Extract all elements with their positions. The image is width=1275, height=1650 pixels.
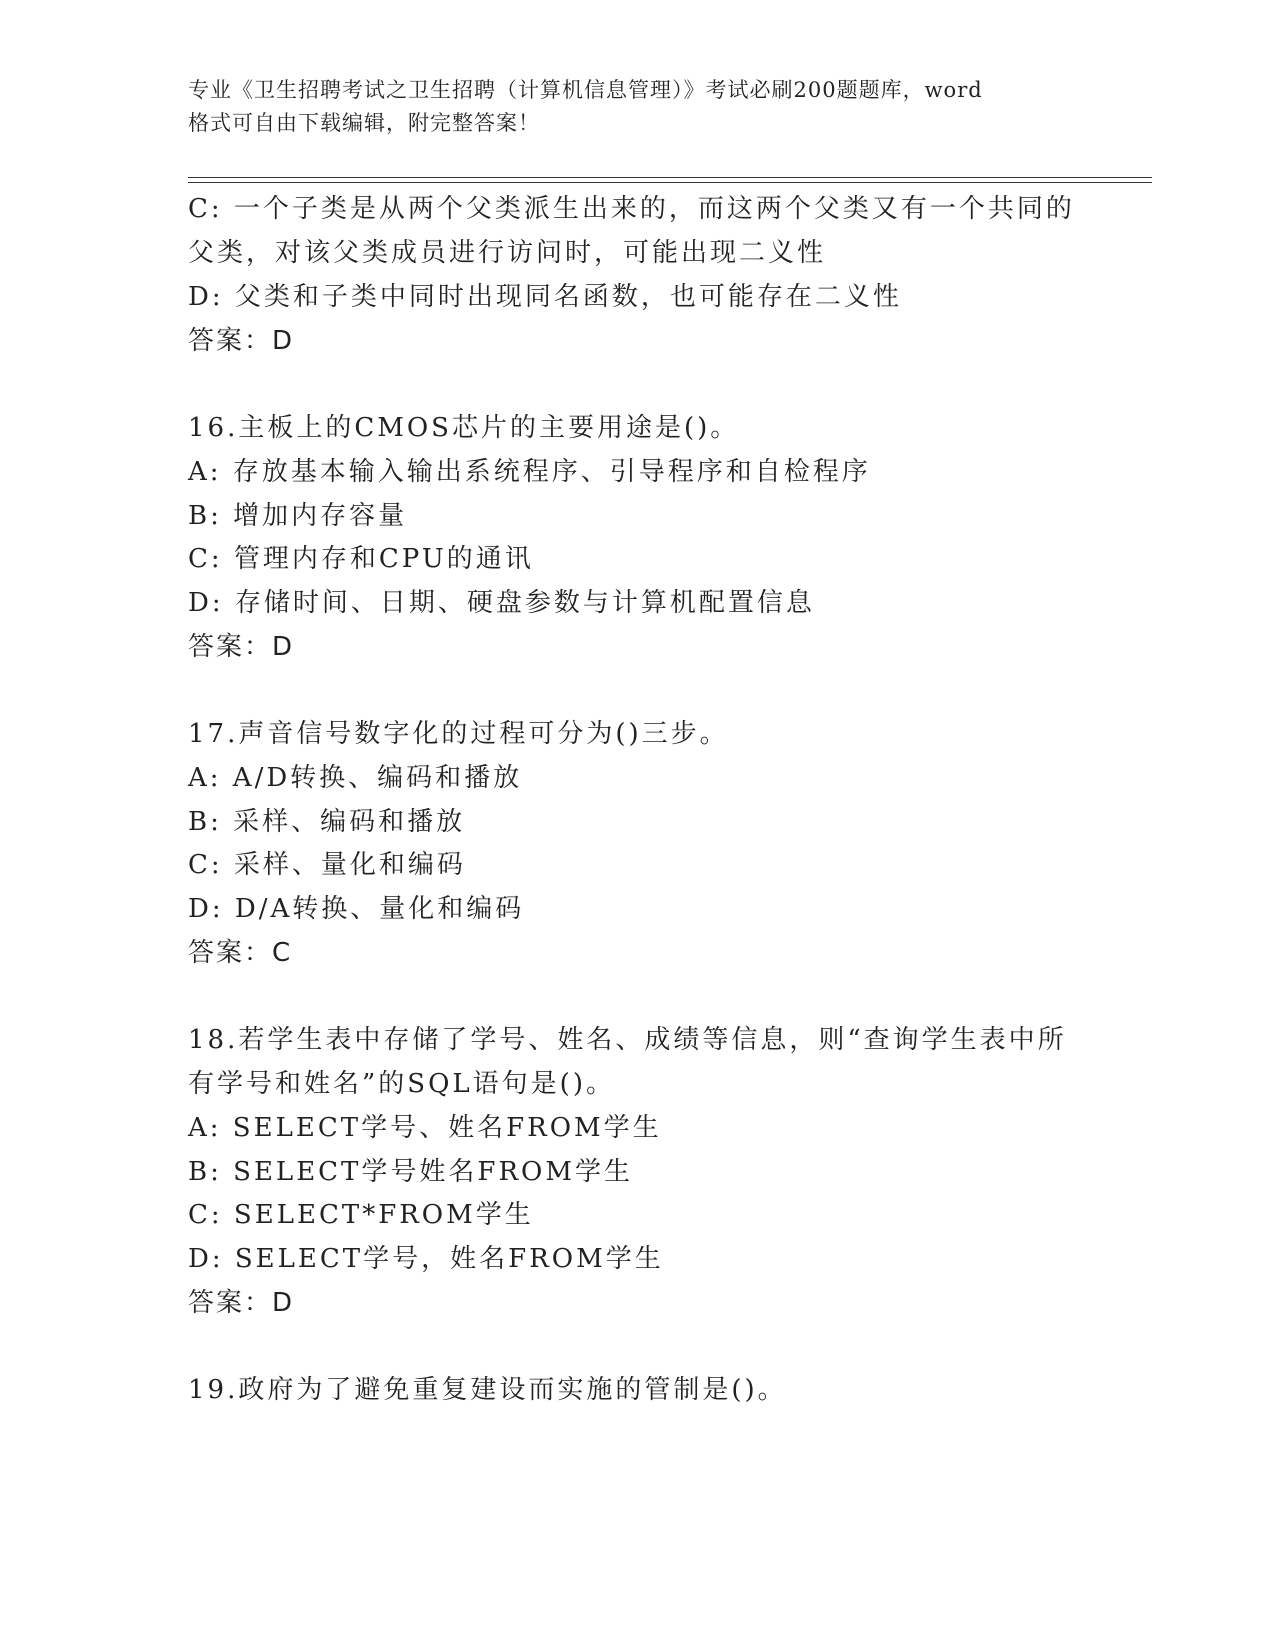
q17-option-c: C: 采样、量化和编码 [188, 850, 466, 880]
q18-option-a: A: SELECT学号、姓名FROM学生 [188, 1113, 662, 1143]
header-line-2: 格式可自由下载编辑，附完整答案！ [188, 111, 540, 135]
header-line-1: 专业《卫生招聘考试之卫生招聘（计算机信息管理）》考试必刷200题题库，word [188, 78, 983, 102]
q18-answer: 答案：D [188, 1288, 295, 1318]
q18-question-line1: 18.若学生表中存储了学号、姓名、成绩等信息，则“查询学生表中所 [188, 1025, 1067, 1055]
q18-option-c: C: SELECT*FROM学生 [188, 1200, 534, 1230]
q19-question: 19.政府为了避免重复建设而实施的管制是()。 [188, 1375, 787, 1405]
q18-question-line2: 有学号和姓名”的SQL语句是()。 [188, 1069, 615, 1099]
q17-option-b: B: 采样、编码和播放 [188, 807, 466, 837]
q16-question: 16.主板上的CMOS芯片的主要用途是()。 [188, 413, 740, 443]
q17-option-d: D: D/A转换、量化和编码 [188, 894, 525, 924]
q15-option-c-line2: 父类，对该父类成员进行访问时，可能出现二义性 [188, 238, 827, 268]
q18-option-d: D: SELECT学号，姓名FROM学生 [188, 1244, 664, 1274]
q17-question: 17.声音信号数字化的过程可分为()三步。 [188, 719, 729, 749]
q16-option-c: C: 管理内存和CPU的通讯 [188, 544, 534, 574]
q16-option-b: B: 增加内存容量 [188, 501, 408, 531]
q17-answer: 答案：C [188, 938, 293, 968]
header-rule-top [188, 177, 1152, 178]
q18-option-b: B: SELECT学号姓名FROM学生 [188, 1157, 633, 1187]
q16-answer: 答案：D [188, 632, 295, 662]
q15-answer: 答案：D [188, 326, 295, 356]
q15-option-d: D: 父类和子类中同时出现同名函数，也可能存在二义性 [188, 282, 902, 312]
q16-option-a: A: 存放基本输入输出系统程序、引导程序和自检程序 [188, 457, 871, 487]
q15-option-c-line1: C: 一个子类是从两个父类派生出来的，而这两个父类又有一个共同的 [188, 194, 1075, 224]
document-header [188, 74, 1088, 140]
header-rule-bottom [188, 182, 1152, 183]
q17-option-a: A: A/D转换、编码和播放 [188, 763, 523, 793]
q16-option-d: D: 存储时间、日期、硬盘参数与计算机配置信息 [188, 588, 815, 618]
